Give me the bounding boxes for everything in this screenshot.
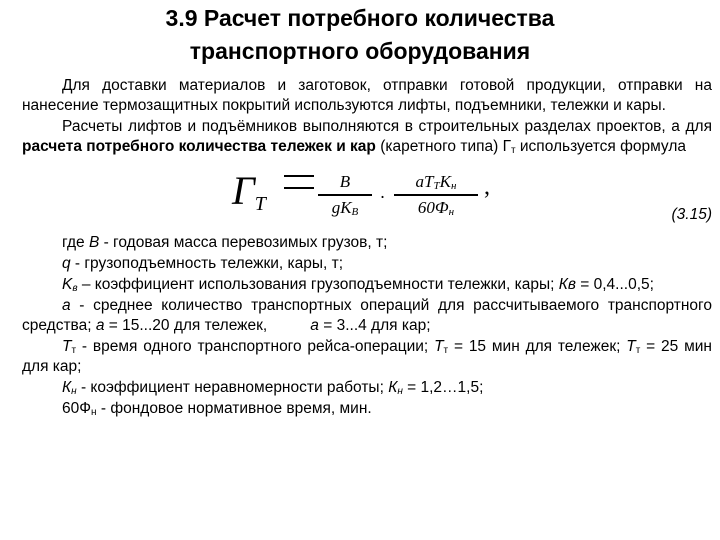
def-4-symbol-3: а xyxy=(310,317,319,334)
def-3-symbol: K xyxy=(62,276,73,293)
def-3-text: – коэффициент использования грузоподъемности тележки, кары; xyxy=(77,276,559,293)
formula-lhs-symbol: Г xyxy=(232,168,255,213)
def-6-subscript: н xyxy=(71,386,77,397)
def-5-subscript: т xyxy=(71,345,77,356)
definition-Kn xyxy=(22,378,712,398)
def-2-symbol: q xyxy=(62,255,71,272)
def-7-subscript: н xyxy=(91,407,97,418)
document-body xyxy=(22,76,712,419)
page-title xyxy=(0,2,720,68)
def-5-subscript-3: т xyxy=(635,345,641,356)
fraction-2-num-sub2: н xyxy=(450,180,457,192)
def-6-text: - коэффициент неравномерности работы; xyxy=(76,379,389,396)
definition-B xyxy=(22,233,712,253)
intro-paragraph-2 xyxy=(22,117,712,157)
def-1-prefix: где xyxy=(62,234,89,251)
def-1-text: - годовая масса перевозимых грузов, т; xyxy=(99,234,388,251)
formula-fraction-1 xyxy=(318,171,372,219)
intro-p2-tail: используется формула xyxy=(515,138,686,155)
def-6-subscript-2: н xyxy=(397,386,403,397)
fraction-1-bar xyxy=(318,194,372,196)
intro-p2-bold: расчета потребного количества тележек и кар xyxy=(22,138,376,155)
formula-3-15 xyxy=(22,167,712,227)
fraction-2-num-main: aT xyxy=(415,172,434,191)
formula-multiply-dot: · xyxy=(380,187,385,207)
fraction-1-den-sub: B xyxy=(351,205,359,218)
fraction-2-bar xyxy=(394,194,478,196)
def-4-symbol-2: а xyxy=(95,317,105,334)
formula-fraction-2 xyxy=(394,171,478,219)
def-6-symbol: К xyxy=(62,379,72,396)
fraction-2-den-sub: н xyxy=(448,205,455,218)
title-line-2: транспортного оборудования xyxy=(189,38,531,64)
fraction-2-num-mid: K xyxy=(439,172,451,191)
def-4-value-1: = 15...20 для тележек, xyxy=(104,317,311,334)
definition-q xyxy=(22,254,712,274)
formula-equals-sign xyxy=(284,175,314,195)
def-5-symbol: Т xyxy=(62,338,72,355)
def-6-value: = 1,2…1,5; xyxy=(402,379,484,396)
intro-p2-sub: т xyxy=(511,145,516,156)
fraction-1-denominator xyxy=(318,197,372,219)
definition-60Fn xyxy=(22,399,712,419)
def-5-subscript-2: т xyxy=(443,345,449,356)
fraction-2-num-sub1: T xyxy=(433,180,440,192)
def-5-symbol-2: Т xyxy=(434,338,444,355)
fraction-2-den-main: 60Ф xyxy=(417,197,449,217)
title-line-1: 3.9 Расчет потребного количества xyxy=(165,5,555,31)
def-3-value: = 0,4...0,5; xyxy=(575,276,654,293)
fraction-2-numerator xyxy=(394,171,478,193)
def-1-symbol: B xyxy=(88,234,100,251)
intro-p2-start: Расчеты лифтов и подъёмников выполняются в строительных разделах проектов, а для xyxy=(62,118,712,135)
definition-a xyxy=(22,296,712,336)
def-7-text: - фондовое нормативное время, мин. xyxy=(96,400,372,417)
formula-number: (3.15) xyxy=(671,206,712,223)
def-4-value-2: = 3...4 для кар; xyxy=(318,317,431,334)
def-5-value-2: = 25 мин для кар; xyxy=(22,338,712,375)
def-5-value-1: = 15 мин для тележек; xyxy=(448,338,627,355)
def-3-symbol-2: Кв xyxy=(558,276,576,293)
def-3-subscript: в xyxy=(72,283,78,294)
intro-p2-end: (каретного типа) Г xyxy=(375,138,511,155)
formula-comma: , xyxy=(484,174,490,200)
intro-paragraph-1: Для доставки материалов и заготовок, отправки готовой продукции, отправки на нанесение термозащитных покрытий используются лифты, подъемники, тележки и кары. xyxy=(22,77,712,114)
definition-Kv xyxy=(22,275,712,295)
def-4-text: - среднее количество транспортных операций для рассчитываемого транспортного средства; xyxy=(22,297,712,334)
def-7-symbol: 60Ф xyxy=(62,400,92,417)
def-5-symbol-3: Т xyxy=(626,338,636,355)
formula-lhs-subscript: Т xyxy=(254,193,266,215)
formula-lhs xyxy=(232,169,266,226)
fraction-1-den-main: gK xyxy=(331,197,352,217)
fraction-1-numerator: B xyxy=(339,172,351,191)
def-6-symbol-2: К xyxy=(388,379,398,396)
def-2-text: - грузоподъемность тележки, кары, т; xyxy=(70,255,344,272)
fraction-2-denominator xyxy=(394,197,478,219)
definition-Tt xyxy=(22,337,712,377)
def-4-symbol: а xyxy=(62,297,71,314)
def-5-text: - время одного транспортного рейса-операции; xyxy=(76,338,435,355)
